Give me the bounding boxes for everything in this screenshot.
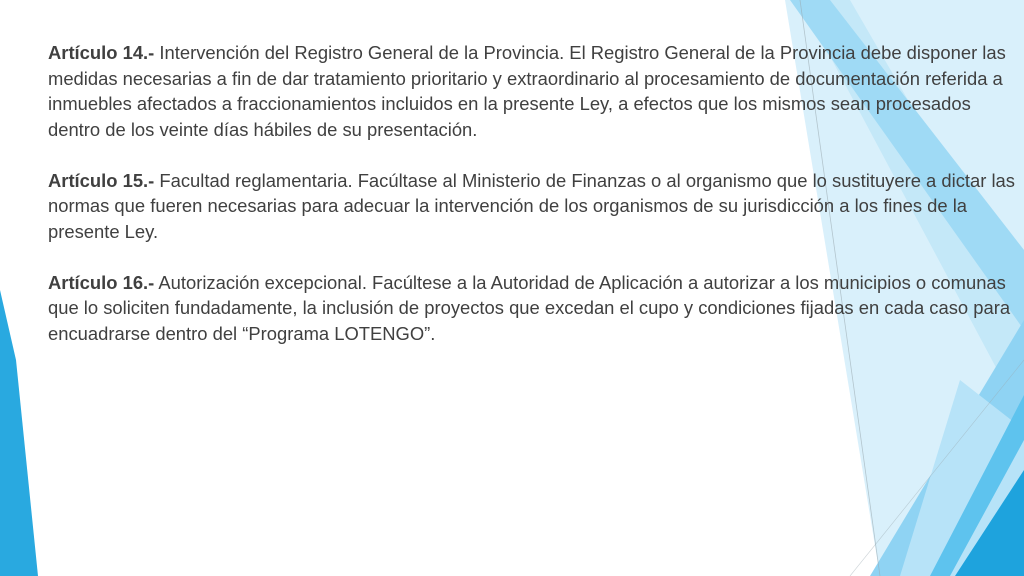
article-body: Intervención del Registro General de la Provincia. El Registro General de la Provincia debe disponer las medidas necesarias a fin de dar tratamiento prioritario y extraordinario al procesamiento de documentación referida a inmuebles afectados a fraccionamientos incluidos en la presente Ley, a efectos que los mismos sean procesados dentro de los veinte días hábiles de su presentación. (48, 42, 1006, 140)
article-heading: Artículo 16.- (48, 271, 155, 293)
article-heading: Artículo 15.- (48, 169, 155, 191)
article-14 (48, 40, 1018, 142)
article-15 (48, 168, 1018, 245)
article-list (48, 40, 1018, 372)
article-heading: Artículo 14.- (48, 42, 155, 63)
article-body: Facultad reglamentaria. Facúltase al Ministerio de Finanzas o al organismo que lo sustituyere a dictar las normas que fueren necesarias para adecuar la intervención de los organismos de su jurisdicción a los fines de la presente Ley. (48, 169, 1015, 242)
left-accent-bar (0, 290, 38, 576)
article-16 (48, 270, 1018, 347)
article-body: Autorización excepcional. Facúltese a la Autoridad de Aplicación a autorizar a los municipios o comunas que lo soliciten fundadamente, la inclusión de proyectos que excedan el cupo y condiciones fijadas en cada caso para encuadrarse dentro del “Programa LOTENGO”. (48, 271, 1011, 344)
